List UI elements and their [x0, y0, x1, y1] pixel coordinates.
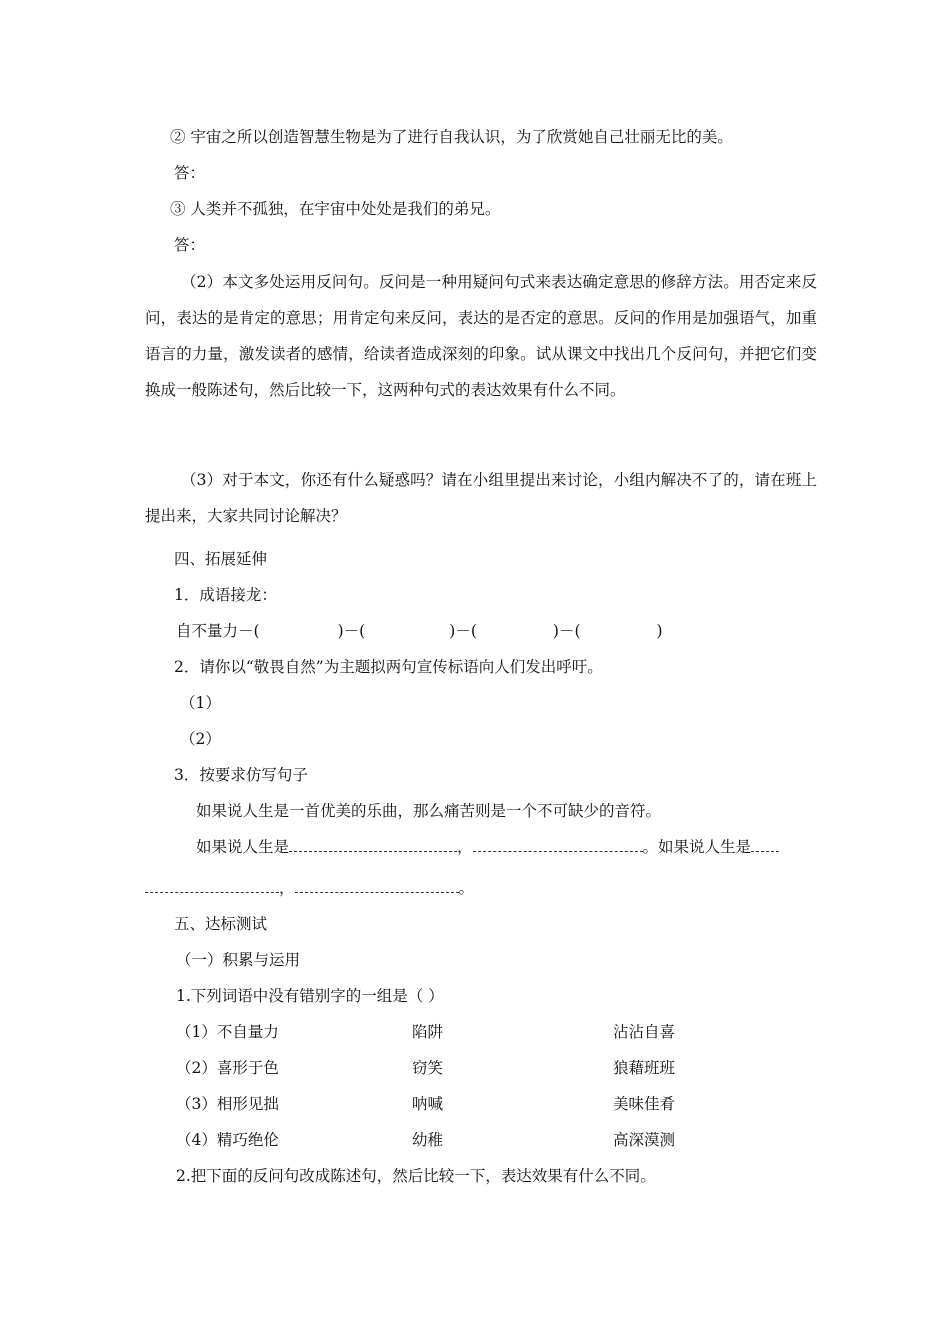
- slogan-line-1: （1）: [180, 694, 221, 712]
- statement-3: ③ 人类并不孤独，在宇宙中处处是我们的弟兄。: [170, 200, 501, 218]
- typo-question: 1.下列词语中没有错别字的一组是（ ）: [176, 987, 444, 1005]
- period: 。: [458, 879, 475, 897]
- blank-close: ): [449, 622, 456, 640]
- rhetorical-question-task: 2.把下面的反问句改成陈述句，然后比较一下，表达效果有什么不同。: [176, 1167, 656, 1185]
- option-word-a: （4）精巧绝伦: [176, 1131, 279, 1149]
- option-word-a: （3）相形见拙: [176, 1095, 279, 1113]
- option-word-b: 窃笑: [412, 1059, 444, 1077]
- imitation-blank-line: [196, 837, 779, 857]
- chain-dash: －: [343, 622, 360, 640]
- blank-close: ): [337, 622, 344, 640]
- write-blank[interactable]: [473, 839, 643, 852]
- blank-open: (: [359, 622, 366, 640]
- chain-dash: －: [455, 622, 471, 640]
- imitation-example: 如果说人生是一首优美的乐曲，那么痛苦则是一个不可缺少的音符。: [196, 802, 662, 820]
- answer-label: 答：: [174, 236, 206, 254]
- write-blank[interactable]: [145, 880, 279, 893]
- idiom-start: 自不量力: [176, 622, 239, 640]
- blank-open: (: [253, 622, 260, 640]
- question-3-paragraph: （3）对于本文，你还有什么疑惑吗？请在小组里提出来讨论，小组内解决不了的，请在班上提出来，大家共同讨论解决？: [145, 471, 817, 525]
- statement-2: ② 宇宙之所以创造智慧生物是为了进行自我认识，为了欣赏她自己壮丽无比的美。: [170, 128, 733, 146]
- chain-dash: －: [558, 622, 575, 640]
- option-word-b: 呐喊: [412, 1095, 444, 1113]
- option-word-a: （1）不自量力: [176, 1023, 279, 1041]
- section-5-subtitle: （一）积累与运用: [176, 951, 301, 969]
- blank-open: (: [470, 622, 477, 640]
- blank-open: (: [574, 622, 581, 640]
- option-word-b: 陷阱: [412, 1023, 444, 1041]
- option-word-c: 狼藉班班: [613, 1059, 676, 1077]
- chain-dash: －: [238, 622, 254, 640]
- imitation-prompt-2: 。如果说人生是: [642, 838, 752, 856]
- comma: ，: [279, 879, 295, 897]
- section-5-title: 五、达标测试: [174, 915, 268, 933]
- section-4-title: 四、拓展延伸: [174, 550, 268, 568]
- idiom-chain-label: 1．成语接龙：: [174, 586, 277, 604]
- write-blank[interactable]: [295, 880, 459, 893]
- question-2-paragraph: （2）本文多处运用反问句。反问是一种用疑问句式来表达确定意思的修辞方法。用否定来反问，表达的是肯定的意思；用肯定句来反问，表达的是否定的意思。反问的作用是加强语气，加重语言的力量，激发读者的感情，给读者造成深刻的印象。试从课文中找出几个反问句，并把它们变换成一般陈述句，然后比较一下，这两种句式的表达效果有什么不同。: [145, 273, 817, 399]
- option-word-a: （2）喜形于色: [176, 1059, 279, 1077]
- idiom-chain-row: [176, 621, 663, 641]
- imitation-blank-line-2: [145, 878, 474, 898]
- slogan-line-2: （2）: [180, 730, 221, 748]
- option-word-b: 幼稚: [412, 1131, 444, 1149]
- write-blank[interactable]: [751, 839, 779, 852]
- imitation-prompt: 如果说人生是: [196, 838, 290, 856]
- blank-close: ): [552, 622, 559, 640]
- blank-close: ): [656, 622, 663, 640]
- comma: ，: [457, 838, 473, 856]
- write-blank[interactable]: [289, 839, 457, 852]
- option-word-c: 高深漠测: [613, 1131, 676, 1149]
- imitation-question: 3．按要求仿写句子: [174, 766, 308, 784]
- option-word-c: 美味佳肴: [613, 1095, 676, 1113]
- answer-label: 答：: [174, 164, 206, 182]
- option-word-c: 沾沾自喜: [613, 1023, 676, 1041]
- slogan-question: 2．请你以“敬畏自然”为主题拟两句宣传标语向人们发出呼吁。: [174, 658, 603, 676]
